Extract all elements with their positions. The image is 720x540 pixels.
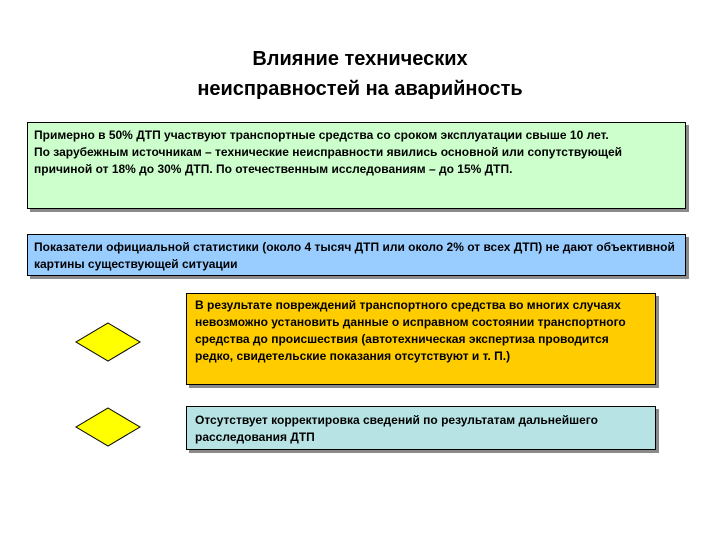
title-line-2: неисправностей на аварийность	[197, 78, 523, 100]
diamond-icon	[75, 407, 141, 447]
page-title	[0, 44, 720, 104]
correction-reason-text: Отсутствует корректировка сведений по результатам дальнейшего расследования ДТП	[195, 413, 598, 444]
correction-reason-box	[186, 406, 656, 450]
damage-reason-text: В результате повреждений транспортного средства во многих случаях невозможно установить данные о исправном состоянии транспортного средства до происшествия (автотехническая экспертиза проводится редко, свидетельские показания отсутствуют и т. П.)	[195, 298, 626, 363]
statistics-paragraph-2: По зарубежным источникам – технические неисправности явились основной или сопутствующей причиной от 18% до 30% ДТП. По отечественным исследованиям – до 15% ДТП.	[34, 145, 623, 176]
diamond-icon	[75, 322, 141, 362]
official-statistics-text: Показатели официальной статистики (около 4 тысяч ДТП или около 2% от всех ДТП) не дают объективной картины существующей ситуации	[34, 240, 675, 271]
statistics-paragraph-1: Примерно в 50% ДТП участвуют транспортные средства со сроком эксплуатации свыше 10 лет.	[34, 128, 609, 142]
statistics-info-box	[27, 122, 686, 209]
title-line-1: Влияние технических	[252, 48, 468, 70]
official-statistics-box	[27, 234, 686, 276]
damage-reason-box	[186, 293, 656, 385]
